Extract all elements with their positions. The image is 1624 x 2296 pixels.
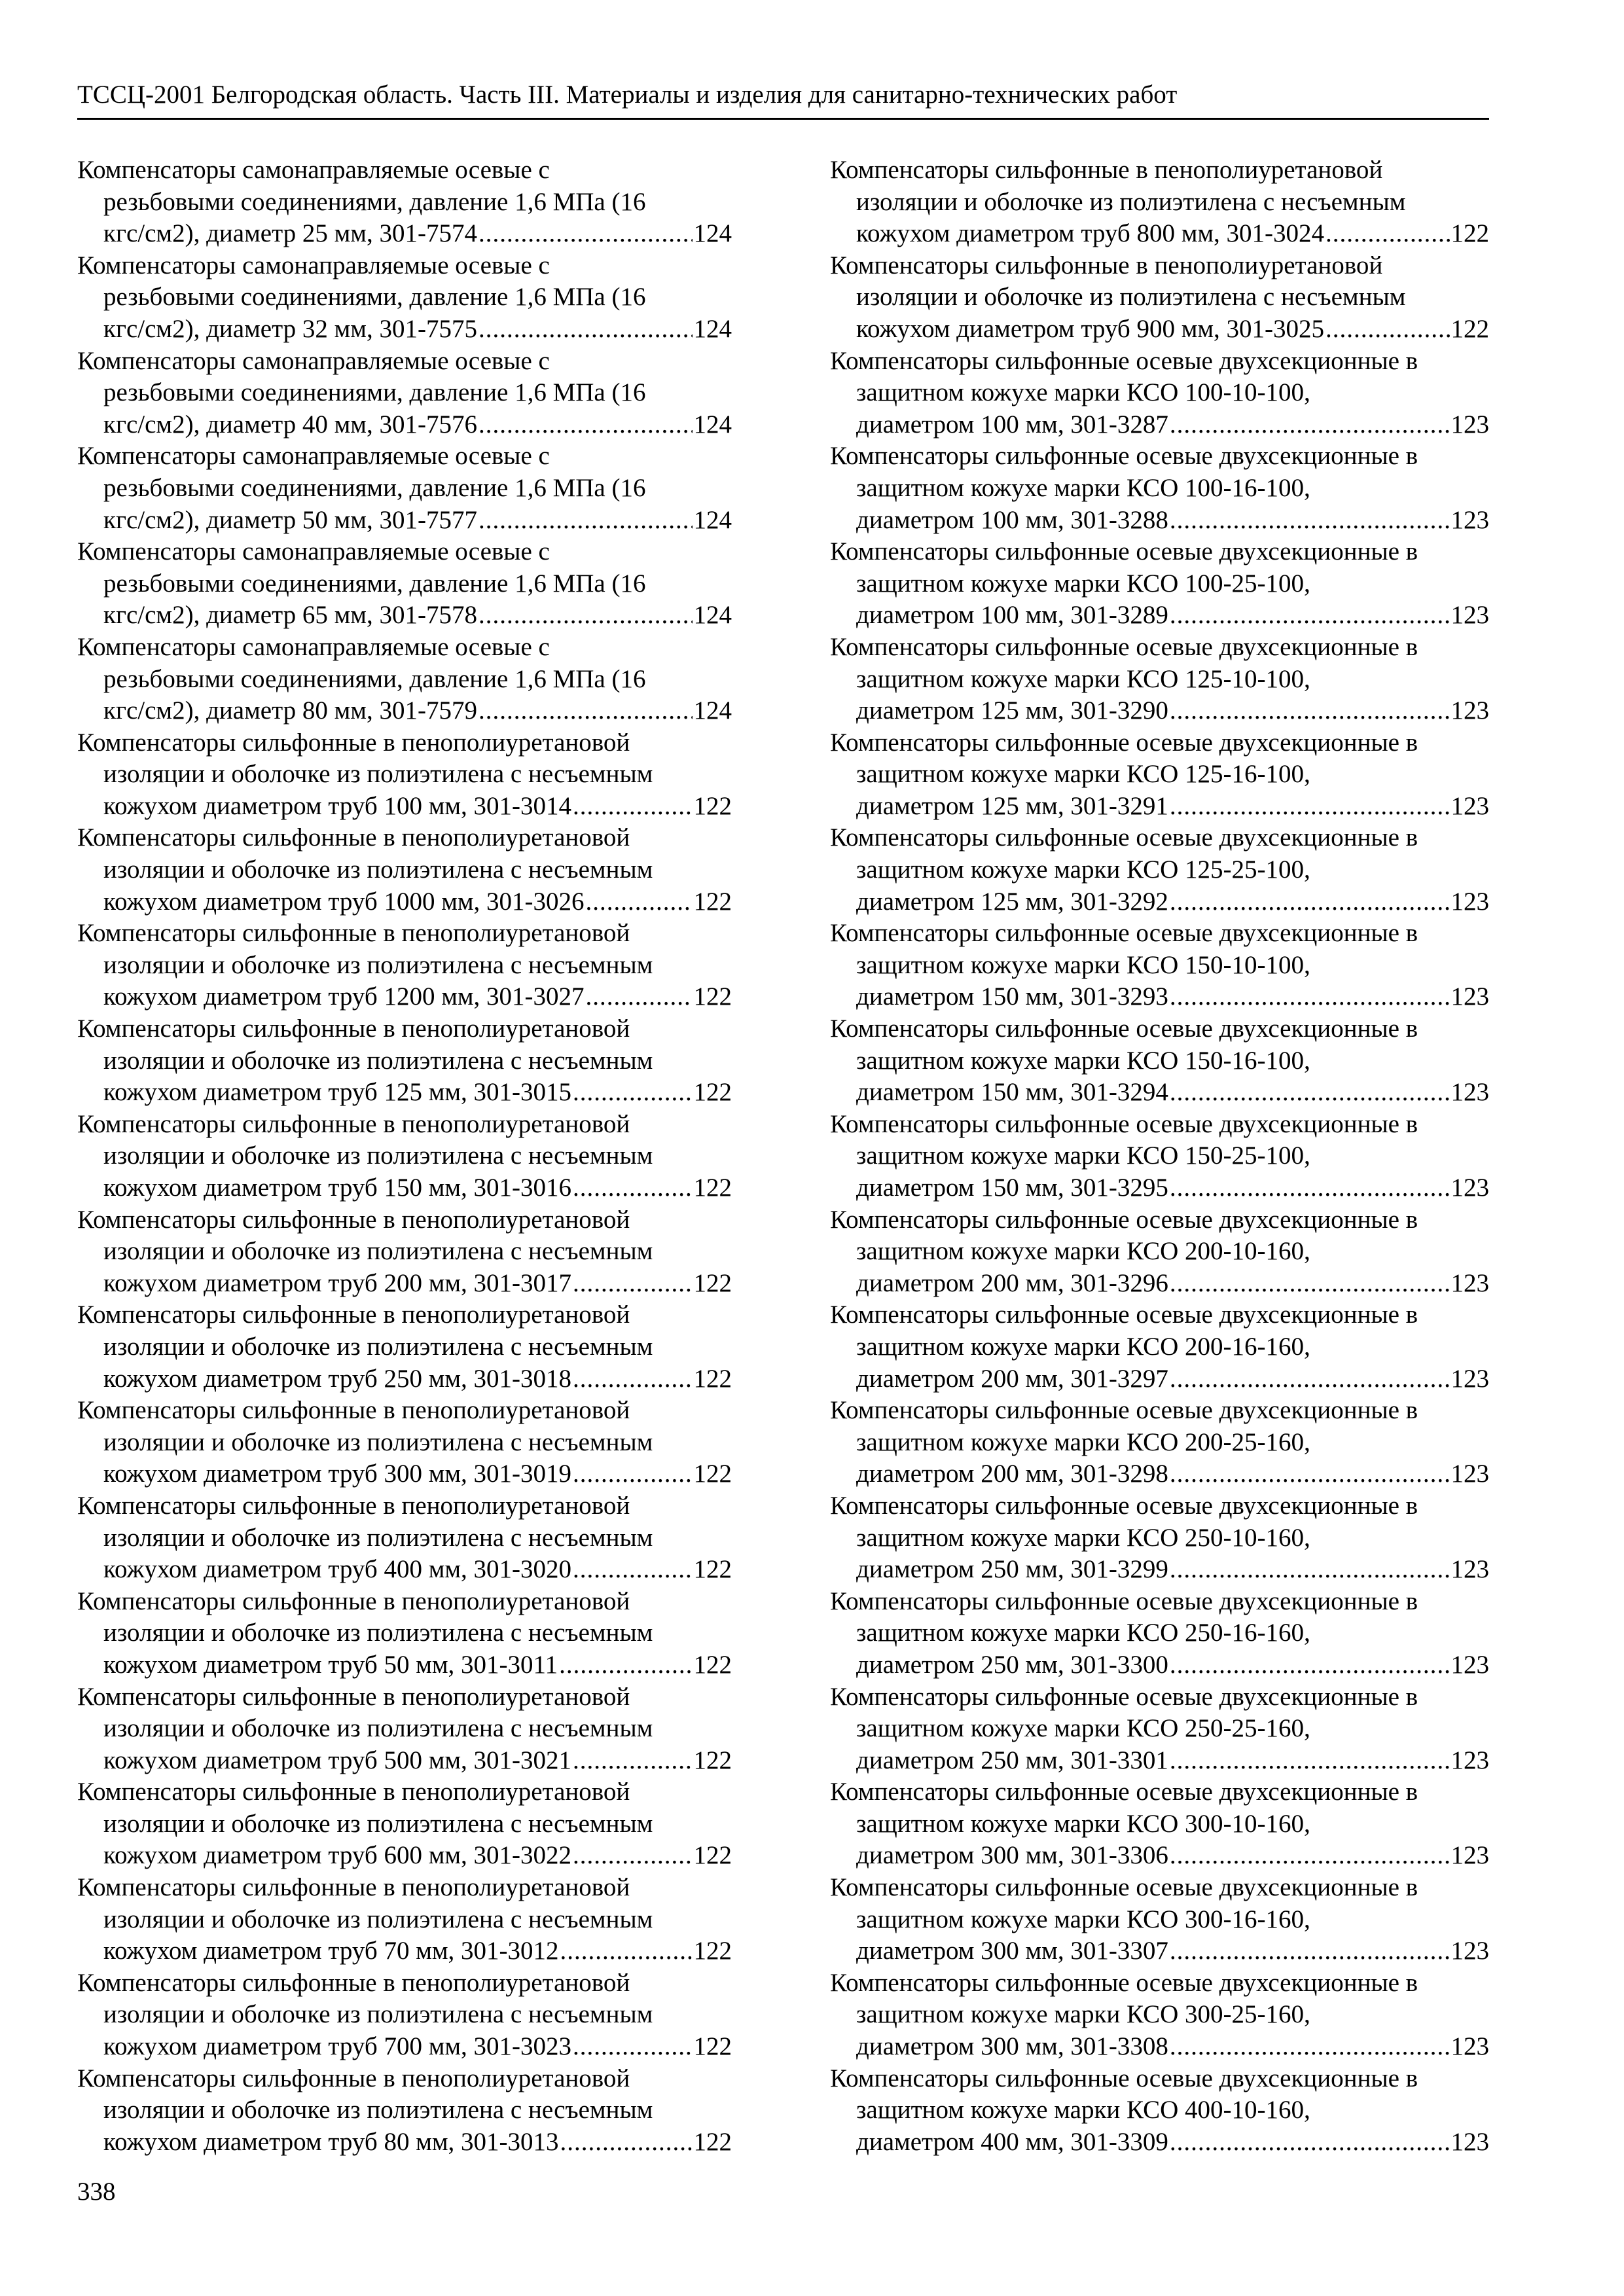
index-entry-page: 124 bbox=[693, 601, 732, 630]
index-entry bbox=[830, 250, 1489, 346]
dot-leader bbox=[1170, 1077, 1450, 1109]
index-entry-last-line bbox=[830, 1745, 1489, 1777]
index-entry-last-line bbox=[830, 1458, 1489, 1490]
index-entry-line: Компенсаторы сильфонные осевые двухсекционные в bbox=[830, 1109, 1418, 1138]
dot-leader bbox=[478, 218, 693, 250]
index-entry-line: Компенсаторы сильфонные в пенополиуретановой bbox=[77, 1300, 630, 1329]
index-entry-line: изоляции и оболочке из полиэтилена с несъемным bbox=[103, 1619, 653, 1647]
index-column-left bbox=[77, 154, 732, 2158]
index-entry bbox=[77, 154, 732, 250]
index-entry-page: 122 bbox=[693, 1841, 732, 1870]
index-entry-page: 122 bbox=[693, 1268, 732, 1297]
index-entry bbox=[77, 918, 732, 1013]
index-entry-line: кожухом диаметром труб 70 мм, 301-3012 bbox=[103, 1937, 559, 1965]
index-entry bbox=[830, 1013, 1489, 1109]
dot-leader bbox=[478, 695, 693, 727]
index-entry-line: кожухом диаметром труб 150 мм, 301-3016 bbox=[103, 1174, 572, 1202]
index-entry-last-line bbox=[830, 2126, 1489, 2159]
index-entry-line: Компенсаторы сильфонные осевые двухсекционные в bbox=[830, 1396, 1418, 1425]
index-entry bbox=[830, 1109, 1489, 1204]
index-entry-line: Компенсаторы сильфонные осевые двухсекционные в bbox=[830, 537, 1418, 566]
index-entry-line: Компенсаторы сильфонные осевые двухсекционные в bbox=[830, 1873, 1418, 1902]
dot-leader bbox=[1170, 1554, 1450, 1586]
index-entry-line: кгс/см2), диаметр 65 мм, 301-7578 bbox=[103, 601, 477, 630]
index-entry-line: кгс/см2), диаметр 50 мм, 301-7577 bbox=[103, 505, 477, 534]
index-entry-last-line bbox=[830, 2031, 1489, 2063]
index-entry-line: диаметром 250 мм, 301-3300 bbox=[856, 1650, 1168, 1679]
index-entry bbox=[77, 1204, 732, 1300]
index-entry-line: Компенсаторы сильфонные осевые двухсекционные в bbox=[830, 2064, 1418, 2092]
index-entry-line: изоляции и оболочке из полиэтилена с несъемным bbox=[103, 855, 653, 884]
index-entry-line: диаметром 200 мм, 301-3296 bbox=[856, 1268, 1168, 1297]
dot-leader bbox=[1170, 505, 1450, 537]
index-entry-line: защитном кожухе марки КСО 150-16-100, bbox=[856, 1046, 1310, 1075]
index-entry-page: 123 bbox=[1451, 2032, 1489, 2061]
index-entry-page: 123 bbox=[1451, 1746, 1489, 1774]
index-entry-last-line bbox=[830, 981, 1489, 1013]
page-header bbox=[77, 77, 1489, 120]
dot-leader bbox=[478, 505, 693, 537]
index-entry-line: защитном кожухе марки КСО 200-16-160, bbox=[856, 1332, 1310, 1361]
index-entry-line: Компенсаторы сильфонные осевые двухсекционные в bbox=[830, 823, 1418, 852]
index-entry bbox=[77, 2063, 732, 2159]
index-entry-last-line bbox=[77, 1458, 732, 1490]
index-entry bbox=[830, 1776, 1489, 1872]
index-entry-line: Компенсаторы самонаправляемые осевые с bbox=[77, 632, 550, 661]
index-entry-page: 123 bbox=[1451, 1364, 1489, 1393]
index-entry-page: 122 bbox=[693, 2032, 732, 2061]
index-entry-page: 122 bbox=[693, 1650, 732, 1679]
index-entry-page: 122 bbox=[1451, 314, 1489, 343]
index-entry-line: кожухом диаметром труб 600 мм, 301-3022 bbox=[103, 1841, 572, 1870]
index-entry-line: защитном кожухе марки КСО 125-16-100, bbox=[856, 760, 1310, 789]
index-entry-last-line bbox=[77, 314, 732, 346]
dot-leader bbox=[573, 791, 692, 823]
index-entry-line: Компенсаторы сильфонные осевые двухсекционные в bbox=[830, 346, 1418, 375]
index-entry-last-line bbox=[830, 314, 1489, 346]
index-entry-line: кожухом диаметром труб 900 мм, 301-3025 bbox=[856, 314, 1325, 343]
index-entry-line: изоляции и оболочке из полиэтилена с несъемным bbox=[103, 1714, 653, 1743]
index-entry-last-line bbox=[77, 409, 732, 441]
index-entry-page: 122 bbox=[693, 2127, 732, 2156]
index-entry-line: защитном кожухе марки КСО 300-25-160, bbox=[856, 2000, 1310, 2029]
dot-leader bbox=[1170, 1935, 1450, 1967]
index-entry bbox=[77, 632, 732, 727]
index-entry-line: защитном кожухе марки КСО 125-25-100, bbox=[856, 855, 1310, 884]
dot-leader bbox=[573, 1363, 692, 1395]
index-entry-line: изоляции и оболочке из полиэтилена с несъемным bbox=[856, 283, 1406, 312]
index-entry-line: диаметром 150 мм, 301-3295 bbox=[856, 1174, 1168, 1202]
index-entry-page: 123 bbox=[1451, 1937, 1489, 1965]
index-entry-line: защитном кожухе марки КСО 200-25-160, bbox=[856, 1427, 1310, 1456]
dot-leader bbox=[1170, 2126, 1450, 2159]
index-entry-line: диаметром 250 мм, 301-3299 bbox=[856, 1555, 1168, 1584]
index-entry-line: Компенсаторы сильфонные в пенополиуретановой bbox=[77, 1205, 630, 1234]
index-entry-last-line bbox=[77, 2126, 732, 2159]
index-entry-line: Компенсаторы сильфонные в пенополиуретановой bbox=[830, 251, 1383, 279]
index-entry-line: диаметром 150 мм, 301-3293 bbox=[856, 982, 1168, 1011]
index-entry bbox=[77, 822, 732, 918]
index-entry-last-line bbox=[830, 1172, 1489, 1204]
dot-leader bbox=[1170, 1363, 1450, 1395]
index-entry-line: резьбовыми соединениями, давление 1,6 МПа (16 bbox=[103, 378, 646, 407]
dot-leader bbox=[1170, 791, 1450, 823]
index-entry-line: Компенсаторы сильфонные в пенополиуретановой bbox=[77, 1778, 630, 1806]
dot-leader bbox=[573, 1077, 692, 1109]
index-entry-page: 123 bbox=[1451, 791, 1489, 820]
index-entry-line: защитном кожухе марки КСО 300-10-160, bbox=[856, 1809, 1310, 1838]
index-entry bbox=[830, 346, 1489, 441]
index-entry-line: кожухом диаметром труб 125 мм, 301-3015 bbox=[103, 1078, 572, 1107]
index-entry-line: диаметром 125 мм, 301-3292 bbox=[856, 887, 1168, 916]
index-entry-line: кожухом диаметром труб 400 мм, 301-3020 bbox=[103, 1555, 572, 1584]
dot-leader bbox=[573, 1458, 692, 1490]
index-entry-line: Компенсаторы сильфонные в пенополиуретановой bbox=[77, 1396, 630, 1425]
index-entry bbox=[830, 1490, 1489, 1586]
index-entry-last-line bbox=[77, 1268, 732, 1300]
index-entry-last-line bbox=[77, 1363, 732, 1395]
index-entry-last-line bbox=[830, 505, 1489, 537]
index-entry-line: защитном кожухе марки КСО 150-10-100, bbox=[856, 950, 1310, 979]
dot-leader bbox=[1170, 2031, 1450, 2063]
index-entry-last-line bbox=[830, 409, 1489, 441]
index-entry-line: Компенсаторы сильфонные осевые двухсекционные в bbox=[830, 1491, 1418, 1520]
index-entry-line: кгс/см2), диаметр 40 мм, 301-7576 bbox=[103, 410, 477, 439]
index-entry-line: диаметром 125 мм, 301-3290 bbox=[856, 696, 1168, 725]
index-entry-line: кожухом диаметром труб 1200 мм, 301-3027 bbox=[103, 982, 585, 1011]
index-entry-page: 122 bbox=[693, 1555, 732, 1584]
index-entry-line: диаметром 300 мм, 301-3306 bbox=[856, 1841, 1168, 1870]
index-entry-line: Компенсаторы сильфонные в пенополиуретановой bbox=[830, 156, 1383, 184]
dot-leader bbox=[573, 1554, 692, 1586]
dot-leader bbox=[478, 600, 693, 632]
index-entry-line: изоляции и оболочке из полиэтилена с несъемным bbox=[103, 1427, 653, 1456]
index-entry-line: кожухом диаметром труб 1000 мм, 301-3026 bbox=[103, 887, 585, 916]
index-entry-line: кожухом диаметром труб 700 мм, 301-3023 bbox=[103, 2032, 572, 2061]
index-entry-line: Компенсаторы сильфонные осевые двухсекционные в bbox=[830, 1778, 1418, 1806]
index-entry-line: Компенсаторы сильфонные осевые двухсекционные в bbox=[830, 442, 1418, 471]
dot-leader bbox=[1170, 1649, 1450, 1681]
index-entry bbox=[77, 1872, 732, 1967]
index-entry-line: Компенсаторы сильфонные в пенополиуретановой bbox=[77, 1873, 630, 1902]
index-entry-line: Компенсаторы сильфонные осевые двухсекционные в bbox=[830, 1205, 1418, 1234]
index-entry-last-line bbox=[830, 1649, 1489, 1681]
index-entry-line: Компенсаторы сильфонные осевые двухсекционные в bbox=[830, 1300, 1418, 1329]
index-entry-line: Компенсаторы сильфонные осевые двухсекционные в bbox=[830, 728, 1418, 757]
index-entry-line: диаметром 300 мм, 301-3307 bbox=[856, 1937, 1168, 1965]
index-entry-line: диаметром 400 мм, 301-3309 bbox=[856, 2127, 1168, 2156]
index-entry-line: резьбовыми соединениями, давление 1,6 МПа (16 bbox=[103, 187, 646, 216]
index-entry-page: 123 bbox=[1451, 982, 1489, 1011]
index-entry-last-line bbox=[830, 600, 1489, 632]
dot-leader bbox=[1170, 409, 1450, 441]
index-entry-page: 122 bbox=[693, 1174, 732, 1202]
index-entry-line: диаметром 300 мм, 301-3308 bbox=[856, 2032, 1168, 2061]
index-entry bbox=[77, 346, 732, 441]
index-entry-last-line bbox=[77, 886, 732, 918]
index-entry-page: 124 bbox=[693, 696, 732, 725]
index-entry-line: изоляции и оболочке из полиэтилена с несъемным bbox=[103, 2000, 653, 2029]
dot-leader bbox=[573, 1172, 692, 1204]
index-entry-line: Компенсаторы самонаправляемые осевые с bbox=[77, 251, 550, 279]
index-entry bbox=[77, 1299, 732, 1395]
dot-leader bbox=[1326, 314, 1449, 346]
index-entry-last-line bbox=[77, 505, 732, 537]
index-entry-line: изоляции и оболочке из полиэтилена с несъемным bbox=[103, 1141, 653, 1170]
index-entry-line: защитном кожухе марки КСО 100-16-100, bbox=[856, 473, 1310, 502]
index-entry-line: Компенсаторы самонаправляемые осевые с bbox=[77, 346, 550, 375]
index-entry-line: изоляции и оболочке из полиэтилена с несъемным bbox=[103, 1046, 653, 1075]
index-entry-last-line bbox=[830, 1077, 1489, 1109]
index-entry bbox=[830, 536, 1489, 632]
index-entry-page: 123 bbox=[1451, 1555, 1489, 1584]
dot-leader bbox=[1170, 1172, 1450, 1204]
index-entry-last-line bbox=[830, 1363, 1489, 1395]
dot-leader bbox=[478, 314, 693, 346]
index-entry-page: 123 bbox=[1451, 1174, 1489, 1202]
index-entry-last-line bbox=[77, 1554, 732, 1586]
index-entry-page: 123 bbox=[1451, 696, 1489, 725]
index-entry bbox=[830, 1872, 1489, 1967]
index-entry-line: диаметром 100 мм, 301-3289 bbox=[856, 601, 1168, 630]
index-entry-line: защитном кожухе марки КСО 250-10-160, bbox=[856, 1523, 1310, 1552]
index-entry bbox=[830, 1967, 1489, 2063]
dot-leader bbox=[573, 1268, 692, 1300]
index-entry-line: изоляции и оболочке из полиэтилена с несъемным bbox=[103, 1237, 653, 1266]
dot-leader bbox=[560, 2126, 693, 2159]
index-entry bbox=[830, 918, 1489, 1013]
index-entry-page: 122 bbox=[693, 887, 732, 916]
index-entry-line: диаметром 125 мм, 301-3291 bbox=[856, 791, 1168, 820]
index-entry-line: диаметром 100 мм, 301-3287 bbox=[856, 410, 1168, 439]
index-entry-line: защитном кожухе марки КСО 150-25-100, bbox=[856, 1141, 1310, 1170]
index-entry bbox=[830, 2063, 1489, 2159]
index-entry-line: Компенсаторы сильфонные в пенополиуретановой bbox=[77, 1587, 630, 1615]
index-entry-line: кгс/см2), диаметр 80 мм, 301-7579 bbox=[103, 696, 477, 725]
index-entry bbox=[77, 1776, 732, 1872]
index-entry-line: изоляции и оболочке из полиэтилена с несъемным bbox=[103, 1809, 653, 1838]
dot-leader bbox=[586, 886, 693, 918]
index-entry-page: 122 bbox=[1451, 219, 1489, 248]
index-entry-page: 124 bbox=[693, 410, 732, 439]
index-entry bbox=[77, 727, 732, 823]
index-entry-last-line bbox=[830, 886, 1489, 918]
index-column-right bbox=[830, 154, 1489, 2158]
index-entry-last-line bbox=[77, 1172, 732, 1204]
index-entry bbox=[77, 1109, 732, 1204]
index-entry-line: Компенсаторы самонаправляемые осевые с bbox=[77, 442, 550, 471]
index-entry-line: Компенсаторы самонаправляемые осевые с bbox=[77, 537, 550, 566]
index-entry-line: защитном кожухе марки КСО 300-16-160, bbox=[856, 1905, 1310, 1933]
index-entry-last-line bbox=[77, 2031, 732, 2063]
index-entry-line: диаметром 200 мм, 301-3297 bbox=[856, 1364, 1168, 1393]
dot-leader bbox=[1170, 886, 1450, 918]
index-entry bbox=[77, 1967, 732, 2063]
index-entry-last-line bbox=[830, 218, 1489, 250]
index-entry bbox=[77, 1490, 732, 1586]
index-entry-line: резьбовыми соединениями, давление 1,6 МПа (16 bbox=[103, 473, 646, 502]
index-entry bbox=[830, 1204, 1489, 1300]
index-entry bbox=[77, 250, 732, 346]
index-entry-line: защитном кожухе марки КСО 400-10-160, bbox=[856, 2096, 1310, 2125]
index-entry bbox=[830, 1681, 1489, 1777]
dot-leader bbox=[1170, 1268, 1450, 1300]
dot-leader bbox=[1170, 695, 1450, 727]
index-entry bbox=[77, 1013, 732, 1109]
index-entry-last-line bbox=[77, 600, 732, 632]
index-entry-page: 123 bbox=[1451, 887, 1489, 916]
index-entry-last-line bbox=[830, 791, 1489, 823]
index-entry-line: кожухом диаметром труб 50 мм, 301-3011 bbox=[103, 1650, 558, 1679]
index-entry-line: диаметром 100 мм, 301-3288 bbox=[856, 505, 1168, 534]
index-entry-page: 123 bbox=[1451, 1460, 1489, 1488]
index-entry-line: Компенсаторы сильфонные в пенополиуретановой bbox=[77, 1109, 630, 1138]
index-entry-line: изоляции и оболочке из полиэтилена с несъемным bbox=[103, 2096, 653, 2125]
index-entry-line: защитном кожухе марки КСО 125-10-100, bbox=[856, 664, 1310, 693]
index-entry-line: кожухом диаметром труб 100 мм, 301-3014 bbox=[103, 791, 572, 820]
index-entry bbox=[77, 1586, 732, 1681]
index-entry bbox=[77, 1395, 732, 1490]
index-entry-page: 122 bbox=[693, 1364, 732, 1393]
index-entry-page: 122 bbox=[693, 982, 732, 1011]
dot-leader bbox=[478, 409, 693, 441]
index-entry bbox=[830, 154, 1489, 250]
index-entry bbox=[830, 1586, 1489, 1681]
index-entry-line: Компенсаторы сильфонные в пенополиуретановой bbox=[77, 1682, 630, 1711]
index-entry-line: кожухом диаметром труб 200 мм, 301-3017 bbox=[103, 1268, 572, 1297]
index-entry bbox=[77, 1681, 732, 1777]
index-entry-line: диаметром 250 мм, 301-3301 bbox=[856, 1746, 1168, 1774]
index-entry bbox=[830, 822, 1489, 918]
index-entry-line: изоляции и оболочке из полиэтилена с несъемным bbox=[103, 950, 653, 979]
dot-leader bbox=[1170, 981, 1450, 1013]
index-entry-line: резьбовыми соединениями, давление 1,6 МПа (16 bbox=[103, 283, 646, 312]
index-entry-last-line bbox=[77, 1840, 732, 1872]
index-entry bbox=[77, 536, 732, 632]
index-entry-line: защитном кожухе марки КСО 100-25-100, bbox=[856, 569, 1310, 598]
index-entry-page: 124 bbox=[693, 219, 732, 248]
page-number: 338 bbox=[77, 2178, 116, 2206]
index-entry-line: кожухом диаметром труб 500 мм, 301-3021 bbox=[103, 1746, 572, 1774]
index-entry-line: изоляции и оболочке из полиэтилена с несъемным bbox=[103, 760, 653, 789]
index-entry-line: Компенсаторы сильфонные в пенополиуретановой bbox=[77, 919, 630, 948]
index-entry-line: изоляции и оболочке из полиэтилена с несъемным bbox=[103, 1332, 653, 1361]
index-entry-last-line bbox=[77, 1077, 732, 1109]
index-entry-line: Компенсаторы сильфонные в пенополиуретановой bbox=[77, 1968, 630, 1997]
index-entry-line: кожухом диаметром труб 250 мм, 301-3018 bbox=[103, 1364, 572, 1393]
dot-leader bbox=[1170, 1840, 1450, 1872]
index-entry-page: 122 bbox=[693, 1937, 732, 1965]
index-entry bbox=[830, 1299, 1489, 1395]
dot-leader bbox=[560, 1935, 693, 1967]
index-entry-page: 122 bbox=[693, 1078, 732, 1107]
dot-leader bbox=[586, 981, 693, 1013]
index-entry-line: Компенсаторы самонаправляемые осевые с bbox=[77, 156, 550, 184]
index-entry-page: 123 bbox=[1451, 1650, 1489, 1679]
index-entry-line: кгс/см2), диаметр 25 мм, 301-7574 bbox=[103, 219, 477, 248]
index-entry-page: 123 bbox=[1451, 1078, 1489, 1107]
index-entry-page: 123 bbox=[1451, 1841, 1489, 1870]
index-entry-line: Компенсаторы сильфонные осевые двухсекционные в bbox=[830, 1587, 1418, 1615]
index-entry-page: 123 bbox=[1451, 2127, 1489, 2156]
dot-leader bbox=[1326, 218, 1449, 250]
index-entry-page: 124 bbox=[693, 505, 732, 534]
dot-leader bbox=[1170, 1745, 1450, 1777]
index-entry-last-line bbox=[77, 1649, 732, 1681]
dot-leader bbox=[559, 1649, 692, 1681]
index-entry-line: изоляции и оболочке из полиэтилена с несъемным bbox=[103, 1905, 653, 1933]
index-entry-line: кожухом диаметром труб 800 мм, 301-3024 bbox=[856, 219, 1325, 248]
dot-leader bbox=[573, 1840, 692, 1872]
index-entry-last-line bbox=[77, 1745, 732, 1777]
index-entry-line: защитном кожухе марки КСО 250-16-160, bbox=[856, 1619, 1310, 1647]
index-entry-last-line bbox=[77, 695, 732, 727]
dot-leader bbox=[573, 2031, 692, 2063]
index-entry-line: кгс/см2), диаметр 32 мм, 301-7575 bbox=[103, 314, 477, 343]
index-entry-line: изоляции и оболочке из полиэтилена с несъемным bbox=[856, 187, 1406, 216]
index-entry-last-line bbox=[77, 791, 732, 823]
index-entry-line: резьбовыми соединениями, давление 1,6 МПа (16 bbox=[103, 569, 646, 598]
index-entry-line: Компенсаторы сильфонные в пенополиуретановой bbox=[77, 728, 630, 757]
index-entry-page: 123 bbox=[1451, 1268, 1489, 1297]
index-entry-last-line bbox=[77, 218, 732, 250]
index-entry-page: 123 bbox=[1451, 601, 1489, 630]
index-entry-last-line bbox=[830, 1554, 1489, 1586]
index-entry bbox=[830, 440, 1489, 536]
index-entry-page: 122 bbox=[693, 1460, 732, 1488]
index-entry-line: Компенсаторы сильфонные в пенополиуретановой bbox=[77, 2064, 630, 2092]
index-entry-page: 123 bbox=[1451, 410, 1489, 439]
index-entry-last-line bbox=[77, 981, 732, 1013]
index-entry-line: резьбовыми соединениями, давление 1,6 МПа (16 bbox=[103, 664, 646, 693]
index-entry-line: Компенсаторы сильфонные в пенополиуретановой bbox=[77, 1491, 630, 1520]
index-entry bbox=[830, 727, 1489, 823]
index-entry-line: Компенсаторы сильфонные осевые двухсекционные в bbox=[830, 1682, 1418, 1711]
index-entry-page: 123 bbox=[1451, 505, 1489, 534]
dot-leader bbox=[573, 1745, 692, 1777]
index-entry-line: Компенсаторы сильфонные в пенополиуретановой bbox=[77, 823, 630, 852]
index-entry-page: 124 bbox=[693, 314, 732, 343]
index-entry-line: Компенсаторы сильфонные в пенополиуретановой bbox=[77, 1014, 630, 1043]
index-entry-line: диаметром 150 мм, 301-3294 bbox=[856, 1078, 1168, 1107]
index-entry-last-line bbox=[830, 1268, 1489, 1300]
index-entry-line: диаметром 200 мм, 301-3298 bbox=[856, 1460, 1168, 1488]
index-entry bbox=[77, 440, 732, 536]
index-entry bbox=[830, 1395, 1489, 1490]
index-entry bbox=[830, 632, 1489, 727]
index-entry-line: Компенсаторы сильфонные осевые двухсекционные в bbox=[830, 1014, 1418, 1043]
index-entry-last-line bbox=[830, 1840, 1489, 1872]
dot-leader bbox=[1170, 600, 1450, 632]
index-entry-line: кожухом диаметром труб 80 мм, 301-3013 bbox=[103, 2127, 559, 2156]
index-entry-line: защитном кожухе марки КСО 200-10-160, bbox=[856, 1237, 1310, 1266]
index-entry-line: Компенсаторы сильфонные осевые двухсекционные в bbox=[830, 919, 1418, 948]
index-entry-page: 122 bbox=[693, 791, 732, 820]
index-entry-line: Компенсаторы сильфонные осевые двухсекционные в bbox=[830, 632, 1418, 661]
page-header-title: ТССЦ-2001 Белгородская область. Часть III. Материалы и изделия для санитарно-технических работ bbox=[77, 81, 1178, 109]
index-entry-last-line bbox=[830, 1935, 1489, 1967]
index-entry-page: 122 bbox=[693, 1746, 732, 1774]
index-entry-line: защитном кожухе марки КСО 250-25-160, bbox=[856, 1714, 1310, 1743]
dot-leader bbox=[1170, 1458, 1450, 1490]
index-entry-last-line bbox=[830, 695, 1489, 727]
index-entry-line: Компенсаторы сильфонные осевые двухсекционные в bbox=[830, 1968, 1418, 1997]
index-entry-last-line bbox=[77, 1935, 732, 1967]
index-entry-line: защитном кожухе марки КСО 100-10-100, bbox=[856, 378, 1310, 407]
index-entry-line: кожухом диаметром труб 300 мм, 301-3019 bbox=[103, 1460, 572, 1488]
index-entry-line: изоляции и оболочке из полиэтилена с несъемным bbox=[103, 1523, 653, 1552]
